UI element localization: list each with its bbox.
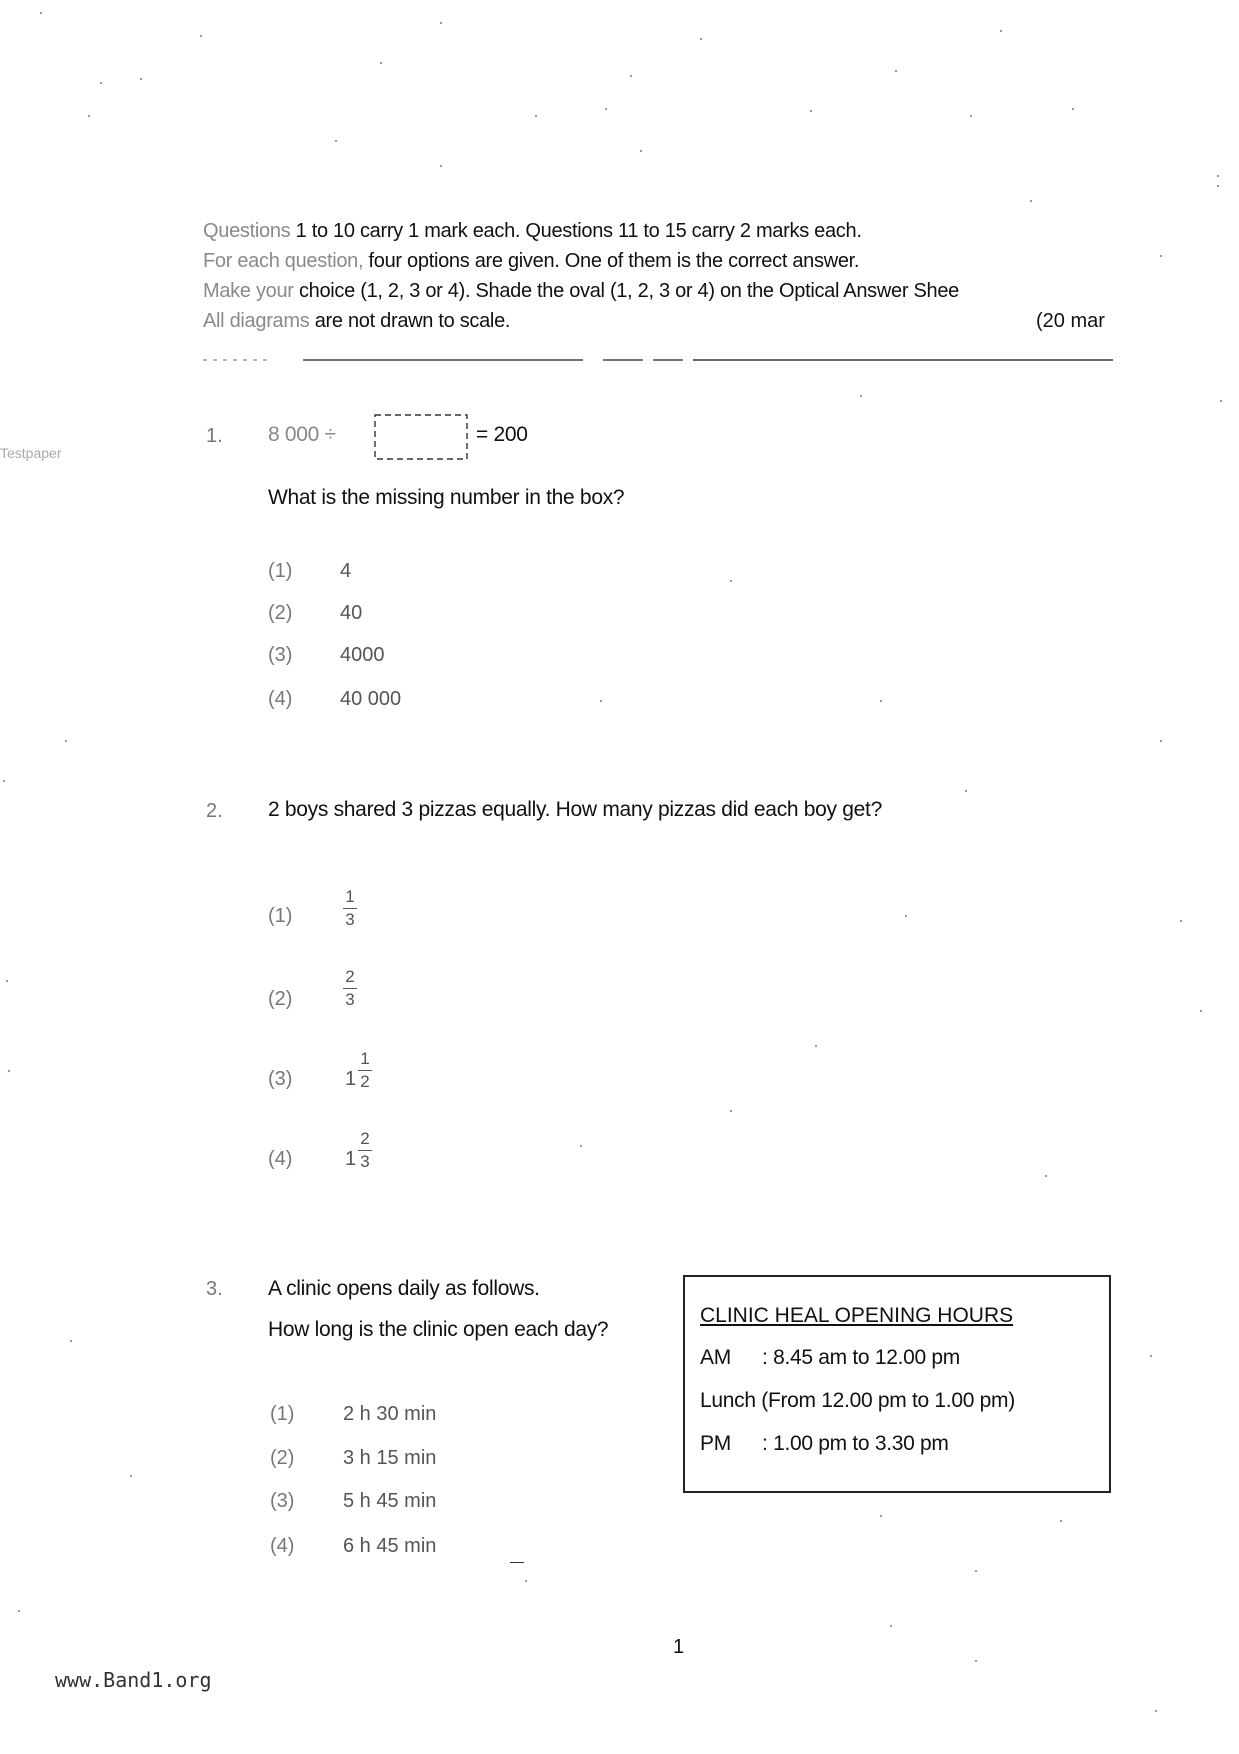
option-number: (3) bbox=[270, 1490, 295, 1512]
dash-mark bbox=[510, 1562, 524, 1563]
equation-right: = 200 bbox=[476, 423, 528, 446]
question-text-line-1: A clinic opens daily as follows. bbox=[268, 1277, 540, 1300]
option-value: 6 h 45 min bbox=[343, 1535, 437, 1557]
whole-number: 1 bbox=[345, 1068, 357, 1090]
question-text: 2 boys shared 3 pizzas equally. How many pizzas did each boy get? bbox=[268, 798, 882, 821]
option-number: (4) bbox=[270, 1535, 295, 1557]
fraction: 2 3 bbox=[358, 1130, 372, 1171]
option-value: 4 bbox=[340, 560, 352, 582]
instruction-line-2: For each question, four options are given. One of them is the correct answer. bbox=[203, 250, 860, 272]
clinic-lunch: Lunch (From 12.00 pm to 1.00 pm) bbox=[700, 1389, 1015, 1412]
option-number: (2) bbox=[270, 1447, 295, 1469]
clinic-title: CLINIC HEAL OPENING HOURS bbox=[700, 1304, 1014, 1327]
option-value: 40 bbox=[340, 602, 363, 624]
question-text-line-2: How long is the clinic open each day? bbox=[268, 1318, 609, 1341]
missing-number-box bbox=[372, 412, 472, 464]
fraction: 1 3 bbox=[343, 888, 357, 929]
option-number: (4) bbox=[268, 1148, 293, 1170]
option-number: (1) bbox=[268, 560, 293, 582]
instruction-line-4: All diagrams are not drawn to scale. bbox=[203, 310, 511, 332]
fraction: 1 2 bbox=[358, 1050, 372, 1091]
footer-website: www.Band1.org bbox=[55, 1668, 212, 1692]
question-number: 2. bbox=[206, 800, 223, 822]
option-value: 3 h 15 min bbox=[343, 1447, 437, 1469]
equation-left: 8 000 ÷ bbox=[268, 423, 336, 446]
clinic-am: AM : 8.45 am to 12.00 pm bbox=[700, 1346, 960, 1369]
fraction: 2 3 bbox=[343, 968, 357, 1009]
page-number: 1 bbox=[673, 1636, 685, 1658]
instruction-line-3: Make your choice (1, 2, 3 or 4). Shade the oval (1, 2, 3 or 4) on the Optical Answer Shee bbox=[203, 280, 959, 302]
option-number: (1) bbox=[268, 905, 293, 927]
option-number: (4) bbox=[268, 688, 293, 710]
question-text: What is the missing number in the box? bbox=[268, 486, 625, 509]
separator-rule bbox=[203, 355, 1113, 365]
option-value: 40 000 bbox=[340, 688, 402, 710]
option-number: (3) bbox=[268, 1068, 293, 1090]
option-value: 2 h 30 min bbox=[343, 1403, 437, 1425]
option-number: (2) bbox=[268, 988, 293, 1010]
total-marks: (20 mar bbox=[1036, 310, 1105, 332]
option-number: (1) bbox=[270, 1403, 295, 1425]
option-value: 4000 bbox=[340, 644, 385, 666]
instruction-line-1: Questions 1 to 10 carry 1 mark each. Questions 11 to 15 carry 2 marks each. bbox=[203, 220, 862, 242]
clinic-hours-box bbox=[683, 1275, 1111, 1493]
clinic-pm: PM : 1.00 pm to 3.30 pm bbox=[700, 1432, 949, 1455]
question-number: 1. bbox=[206, 425, 223, 447]
option-value: 5 h 45 min bbox=[343, 1490, 437, 1512]
margin-note: Testpaper bbox=[0, 445, 62, 461]
option-number: (2) bbox=[268, 602, 293, 624]
whole-number: 1 bbox=[345, 1148, 357, 1170]
question-number: 3. bbox=[206, 1278, 223, 1300]
option-number: (3) bbox=[268, 644, 293, 666]
